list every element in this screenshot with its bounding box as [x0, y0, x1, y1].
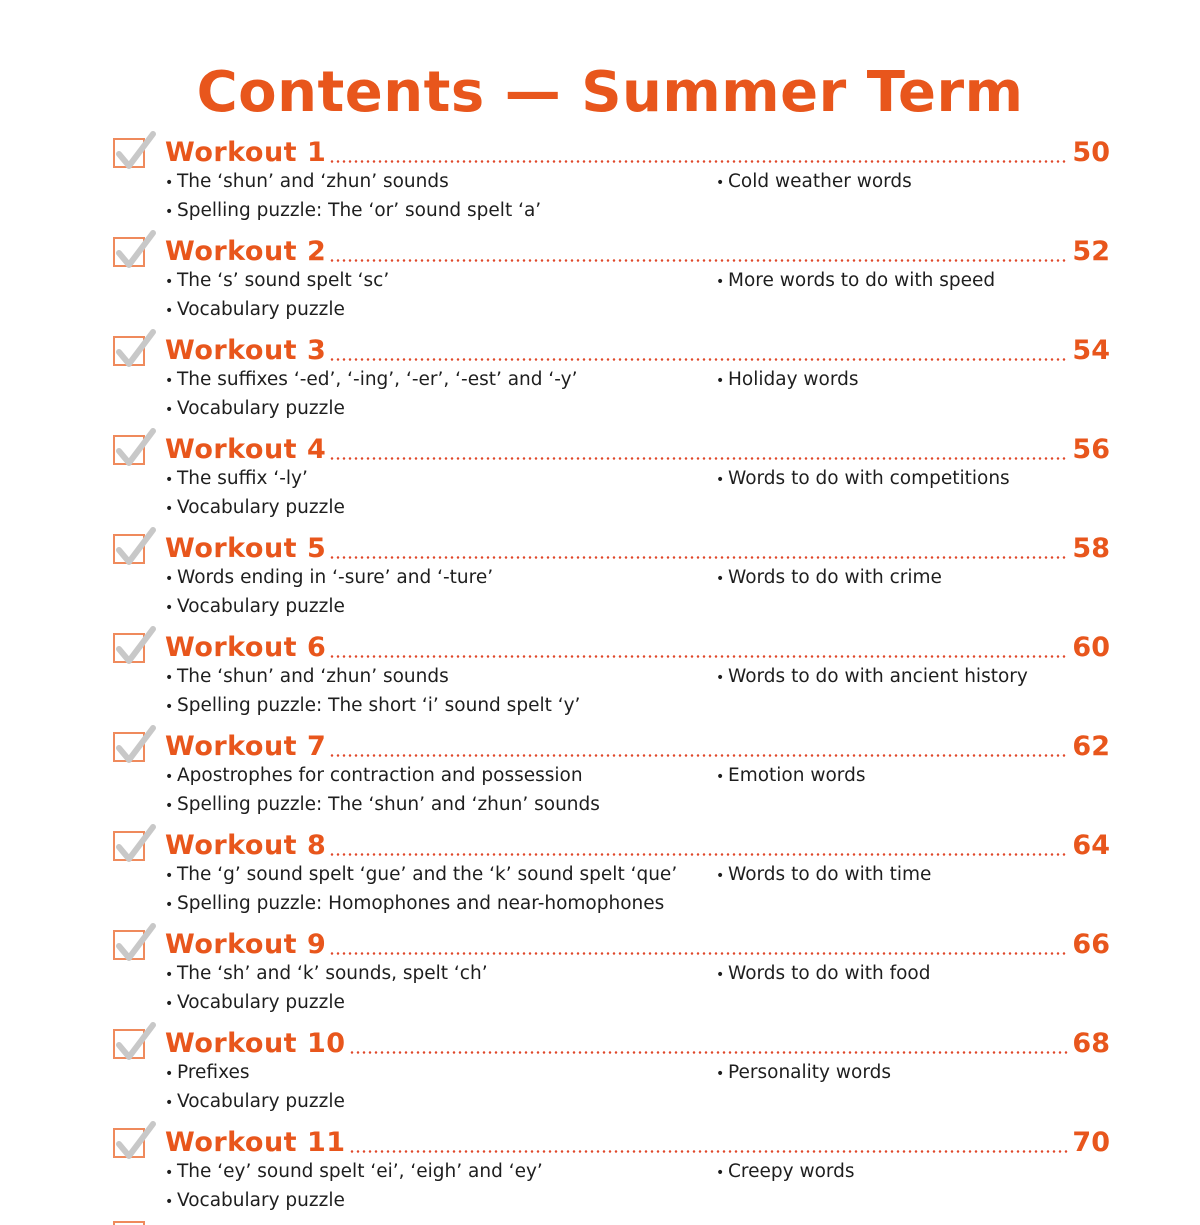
workout-title[interactable]: Workout 10 — [165, 1028, 346, 1059]
topic-text: The ‘sh’ and ‘k’ sounds, spelt ‘ch’ — [177, 963, 488, 984]
toc-entry — [110, 627, 1110, 726]
checkmark-icon — [113, 1023, 157, 1063]
topic-list — [165, 1158, 715, 1216]
workout-checkbox[interactable] — [113, 336, 145, 366]
topic-text: The ‘g’ sound spelt ‘gue’ and the ‘k’ sound spelt ‘que’ — [177, 864, 678, 885]
bullet-icon: • — [165, 175, 174, 191]
bullet-icon: • — [165, 1066, 174, 1082]
side-topic-text: Creepy words — [728, 1161, 855, 1182]
checkmark-icon — [113, 924, 157, 964]
bullet-icon: • — [716, 274, 725, 290]
page-title: Contents — Summer Term — [196, 60, 1024, 125]
bullet-icon: • — [716, 1165, 725, 1181]
topic-text: The suffixes ‘-ed’, ‘-ing’, ‘-er’, ‘-est’ and ‘-y’ — [177, 369, 578, 390]
side-topic — [716, 663, 1028, 692]
side-topic — [716, 267, 995, 296]
checkmark-icon — [113, 1122, 157, 1162]
toc-entry — [110, 924, 1110, 1023]
workout-title[interactable]: Workout 11 — [165, 1127, 346, 1158]
workout-checkbox[interactable] — [113, 633, 145, 663]
dotted-leader — [329, 655, 1068, 658]
topic-item — [165, 791, 715, 820]
side-topic — [716, 861, 931, 890]
side-topic-list — [716, 663, 1028, 692]
entry-heading-row[interactable] — [165, 431, 1110, 467]
toc-entry — [110, 726, 1110, 825]
entry-heading-row[interactable] — [165, 1124, 1110, 1160]
bullet-icon: • — [165, 600, 174, 616]
topic-item — [165, 1059, 715, 1088]
topic-item — [165, 762, 715, 791]
topic-text: Spelling puzzle: Homophones and near-homophones — [177, 893, 665, 914]
side-topic-list — [716, 960, 931, 989]
side-topic-text: Holiday words — [728, 369, 859, 390]
topic-text: The ‘shun’ and ‘zhun’ sounds — [177, 666, 449, 687]
toc-entry — [110, 1023, 1110, 1122]
workout-title[interactable]: Workout 4 — [165, 434, 327, 465]
workout-checkbox[interactable] — [113, 831, 145, 861]
side-topic-text: Cold weather words — [728, 171, 912, 192]
side-topic-list — [716, 267, 995, 296]
workout-checkbox[interactable] — [113, 237, 145, 267]
bullet-icon: • — [165, 1095, 174, 1111]
workout-checkbox[interactable] — [113, 435, 145, 465]
page-number[interactable]: 56 — [1072, 434, 1110, 465]
workout-title[interactable]: Workout 3 — [165, 335, 327, 366]
topic-text: The suffix ‘-ly’ — [177, 468, 308, 489]
topic-text: Apostrophes for contraction and possession — [177, 765, 583, 786]
bullet-icon: • — [165, 1194, 174, 1210]
entry-heading-row[interactable] — [165, 134, 1110, 170]
bullet-icon: • — [165, 303, 174, 319]
bullet-icon: • — [165, 402, 174, 418]
toc-entry — [110, 825, 1110, 924]
bullet-icon: • — [165, 868, 174, 884]
topic-text: Vocabulary puzzle — [177, 497, 345, 518]
page-number[interactable]: 52 — [1072, 236, 1110, 267]
side-topic — [716, 465, 1010, 494]
topic-text: Spelling puzzle: The ‘shun’ and ‘zhun’ sounds — [177, 794, 600, 815]
bullet-icon: • — [165, 571, 174, 587]
bullet-icon: • — [716, 472, 725, 488]
toc-entry — [110, 528, 1110, 627]
workout-checkbox[interactable] — [113, 534, 145, 564]
bullet-icon: • — [165, 472, 174, 488]
topic-item — [165, 960, 715, 989]
topic-list — [165, 465, 715, 523]
topic-item — [165, 989, 715, 1018]
bullet-icon: • — [165, 501, 174, 517]
topic-text: Vocabulary puzzle — [177, 992, 345, 1013]
page-number[interactable]: 58 — [1072, 533, 1110, 564]
entry-heading-row[interactable] — [165, 827, 1110, 863]
bullet-icon: • — [165, 274, 174, 290]
bullet-icon: • — [165, 996, 174, 1012]
checkmark-icon — [113, 528, 157, 568]
toc-entry — [110, 132, 1110, 231]
page-number[interactable]: 54 — [1072, 335, 1110, 366]
topic-list — [165, 762, 715, 820]
dotted-leader — [329, 457, 1068, 460]
dotted-leader — [329, 358, 1068, 361]
dotted-leader — [329, 259, 1068, 262]
side-topic-text: Words to do with food — [728, 963, 931, 984]
topic-item — [165, 1088, 715, 1117]
bullet-icon: • — [716, 769, 725, 785]
dotted-leader — [349, 1150, 1069, 1153]
entry-heading-row[interactable] — [165, 233, 1110, 269]
workout-checkbox[interactable] — [113, 732, 145, 762]
side-topic-text: Emotion words — [728, 765, 866, 786]
page-number[interactable]: 62 — [1072, 731, 1110, 762]
side-topic — [716, 168, 912, 197]
topic-list — [165, 564, 715, 622]
workout-checkbox[interactable] — [113, 930, 145, 960]
bullet-icon: • — [716, 373, 725, 389]
topic-text: Words ending in ‘-sure’ and ‘-ture’ — [177, 567, 494, 588]
side-topic-list — [716, 861, 931, 890]
side-topic-text: Words to do with time — [728, 864, 932, 885]
topic-item — [165, 663, 715, 692]
entry-heading-row[interactable] — [165, 728, 1110, 764]
page-number[interactable]: 60 — [1072, 632, 1110, 663]
side-topic — [716, 564, 942, 593]
topic-list — [165, 366, 715, 424]
dotted-leader — [329, 754, 1068, 757]
checkmark-icon — [113, 231, 157, 271]
side-topic — [716, 1059, 891, 1088]
workout-checkbox-cutoff[interactable] — [113, 1221, 145, 1225]
bullet-icon: • — [165, 373, 174, 389]
workout-title[interactable]: Workout 8 — [165, 830, 327, 861]
side-topic — [716, 366, 859, 395]
topic-item — [165, 366, 715, 395]
bullet-icon: • — [165, 798, 174, 814]
page-number[interactable]: 66 — [1072, 929, 1110, 960]
toc-entry — [110, 231, 1110, 330]
entry-heading-row[interactable] — [165, 530, 1110, 566]
bullet-icon: • — [165, 769, 174, 785]
topic-list — [165, 861, 715, 919]
side-topic — [716, 762, 865, 791]
dotted-leader — [329, 160, 1068, 163]
dotted-leader — [329, 952, 1068, 955]
side-topic-list — [716, 564, 942, 593]
workout-title[interactable]: Workout 5 — [165, 533, 327, 564]
topic-list — [165, 960, 715, 1018]
topic-text: Prefixes — [177, 1062, 250, 1083]
topic-list — [165, 663, 715, 721]
bullet-icon: • — [716, 571, 725, 587]
workout-title[interactable]: Workout 2 — [165, 236, 327, 267]
topic-text: Spelling puzzle: The short ‘i’ sound spelt ‘y’ — [177, 695, 581, 716]
dotted-leader — [329, 556, 1068, 559]
workout-title[interactable]: Workout 1 — [165, 137, 327, 168]
page-number[interactable]: 70 — [1072, 1127, 1110, 1158]
topic-item — [165, 465, 715, 494]
side-topic-text: Words to do with competitions — [728, 468, 1010, 489]
side-topic-list — [716, 762, 865, 791]
workout-checkbox[interactable] — [113, 138, 145, 168]
side-topic-list — [716, 366, 859, 395]
entry-heading-row[interactable] — [165, 926, 1110, 962]
toc-entry — [110, 330, 1110, 429]
workout-title[interactable]: Workout 6 — [165, 632, 327, 663]
side-topic-text: Words to do with ancient history — [728, 666, 1028, 687]
topic-item — [165, 564, 715, 593]
side-topic-list — [716, 465, 1010, 494]
page-number[interactable]: 50 — [1072, 137, 1110, 168]
topic-text: Vocabulary puzzle — [177, 1190, 345, 1211]
topic-item — [165, 395, 715, 424]
toc-entry — [110, 429, 1110, 528]
workout-checkbox[interactable] — [113, 1029, 145, 1059]
side-topic-list — [716, 1059, 891, 1088]
bullet-icon: • — [716, 1066, 725, 1082]
table-of-contents — [110, 132, 1110, 1221]
topic-text: Vocabulary puzzle — [177, 398, 345, 419]
topic-list — [165, 168, 715, 226]
workout-title[interactable]: Workout 7 — [165, 731, 327, 762]
workout-title[interactable]: Workout 9 — [165, 929, 327, 960]
checkmark-icon — [113, 330, 157, 370]
topic-item — [165, 1187, 715, 1216]
toc-entry — [110, 1122, 1110, 1221]
bullet-icon: • — [716, 670, 725, 686]
topic-item — [165, 296, 715, 325]
topic-item — [165, 168, 715, 197]
bullet-icon: • — [165, 897, 174, 913]
topic-item — [165, 267, 715, 296]
workout-checkbox[interactable] — [113, 1128, 145, 1158]
side-topic-list — [716, 168, 912, 197]
topic-item — [165, 197, 715, 226]
checkmark-icon — [113, 429, 157, 469]
topic-item — [165, 593, 715, 622]
side-topic-text: Personality words — [728, 1062, 891, 1083]
topic-item — [165, 692, 715, 721]
entry-heading-row[interactable] — [165, 629, 1110, 665]
page-number[interactable]: 68 — [1072, 1028, 1110, 1059]
dotted-leader — [329, 853, 1068, 856]
side-topic-list — [716, 1158, 855, 1187]
page-number[interactable]: 64 — [1072, 830, 1110, 861]
topic-text: Vocabulary puzzle — [177, 596, 345, 617]
side-topic — [716, 1158, 855, 1187]
topic-text: The ‘shun’ and ‘zhun’ sounds — [177, 171, 449, 192]
bullet-icon: • — [716, 175, 725, 191]
bullet-icon: • — [165, 204, 174, 220]
entry-heading-row[interactable] — [165, 332, 1110, 368]
bullet-icon: • — [716, 868, 725, 884]
topic-text: Vocabulary puzzle — [177, 299, 345, 320]
dotted-leader — [349, 1051, 1069, 1054]
bullet-icon: • — [165, 670, 174, 686]
topic-item — [165, 494, 715, 523]
bullet-icon: • — [165, 967, 174, 983]
side-topic-text: More words to do with speed — [728, 270, 996, 291]
side-topic — [716, 960, 931, 989]
topic-text: The ‘ey’ sound spelt ‘ei’, ‘eigh’ and ‘ey’ — [177, 1161, 543, 1182]
topic-list — [165, 1059, 715, 1117]
topic-list — [165, 267, 715, 325]
topic-text: The ‘s’ sound spelt ‘sc’ — [177, 270, 390, 291]
checkmark-icon — [113, 726, 157, 766]
bullet-icon: • — [716, 967, 725, 983]
entry-heading-row[interactable] — [165, 1025, 1110, 1061]
topic-item — [165, 890, 715, 919]
side-topic-text: Words to do with crime — [728, 567, 942, 588]
topic-item — [165, 861, 715, 890]
topic-text: Spelling puzzle: The ‘or’ sound spelt ‘a’ — [177, 200, 542, 221]
bullet-icon: • — [165, 1165, 174, 1181]
checkmark-icon — [113, 132, 157, 172]
bullet-icon: • — [165, 699, 174, 715]
checkmark-icon — [113, 825, 157, 865]
topic-text: Vocabulary puzzle — [177, 1091, 345, 1112]
checkmark-icon — [113, 627, 157, 667]
topic-item — [165, 1158, 715, 1187]
